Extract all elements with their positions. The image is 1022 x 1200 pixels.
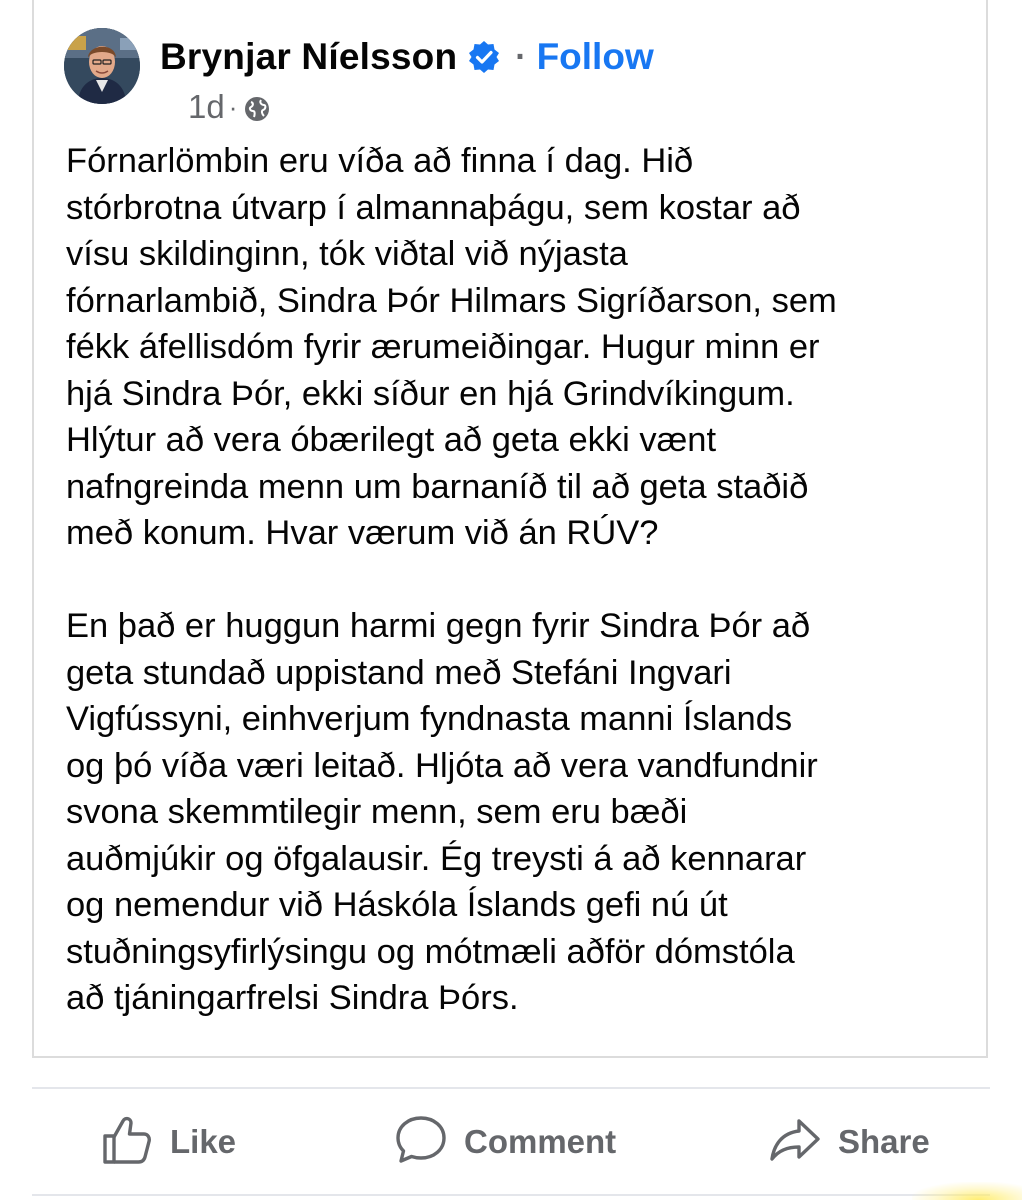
thumbs-up-icon (100, 1113, 154, 1172)
follow-button[interactable]: Follow (536, 36, 654, 77)
share-arrow-icon (768, 1113, 822, 1172)
like-button[interactable] (100, 1100, 236, 1184)
share-button[interactable] (768, 1100, 930, 1184)
speech-bubble-icon (394, 1113, 448, 1172)
separator-dot: · (515, 37, 527, 76)
actions-divider (32, 1087, 990, 1089)
post-actions-bar (32, 1100, 990, 1184)
author-avatar[interactable] (64, 28, 140, 104)
highlighter-mark (912, 1182, 1022, 1200)
share-label: Share (838, 1123, 930, 1160)
avatar-photo (64, 28, 140, 104)
globe-icon[interactable] (243, 93, 271, 121)
post-timestamp[interactable]: 1d (188, 88, 225, 125)
bottom-divider (32, 1194, 990, 1196)
meta-separator-dot: · (228, 91, 238, 122)
author-name[interactable]: Brynjar Níelsson (160, 36, 458, 77)
post-card (32, 0, 988, 1058)
comment-label: Comment (464, 1123, 617, 1160)
post-meta (188, 88, 271, 126)
post-body (66, 138, 966, 1022)
post-paragraph-2: En það er huggun harmi gegn fyrir Sindra Þór að geta stundað uppistand með Stefáni Ingvari Vigfússyni, einhverjum fyndnasta manni Íslands og þó víða væri leitað. Hljóta að vera vandfundnir svona skemmtilegir menn, sem eru bæði auðmjúkir og öfgalausir. Ég treysti á að kennarar og nemendur við Háskóla Íslands gefi nú út stuðningsyfirlýsingu og mótmæli aðför dómstóla að tjáningarfrelsi Sindra Þórs. (66, 607, 818, 1017)
verified-badge-icon (467, 40, 501, 74)
post-paragraph-1: Fórnarlömbin eru víða að finna í dag. Hið stórbrotna útvarp í almannaþágu, sem kostar að vísu skildinginn, tók viðtal við nýjasta fórnarlambið, Sindra Þór Hilmars Sigríðarson, sem fékk áfellisdóm fyrir ærumeiðingar. Hugur minn er hjá Sindra Þór, ekki síður en hjá Grindvíkingum. Hlýtur að vera óbærilegt að geta ekki vænt nafngreinda menn um barnaníð til að geta staðið með konum. Hvar værum við án RÚV? (66, 142, 837, 552)
author-line (160, 34, 654, 80)
post-header (64, 28, 944, 124)
like-label: Like (170, 1123, 237, 1160)
comment-button[interactable] (394, 1100, 616, 1184)
